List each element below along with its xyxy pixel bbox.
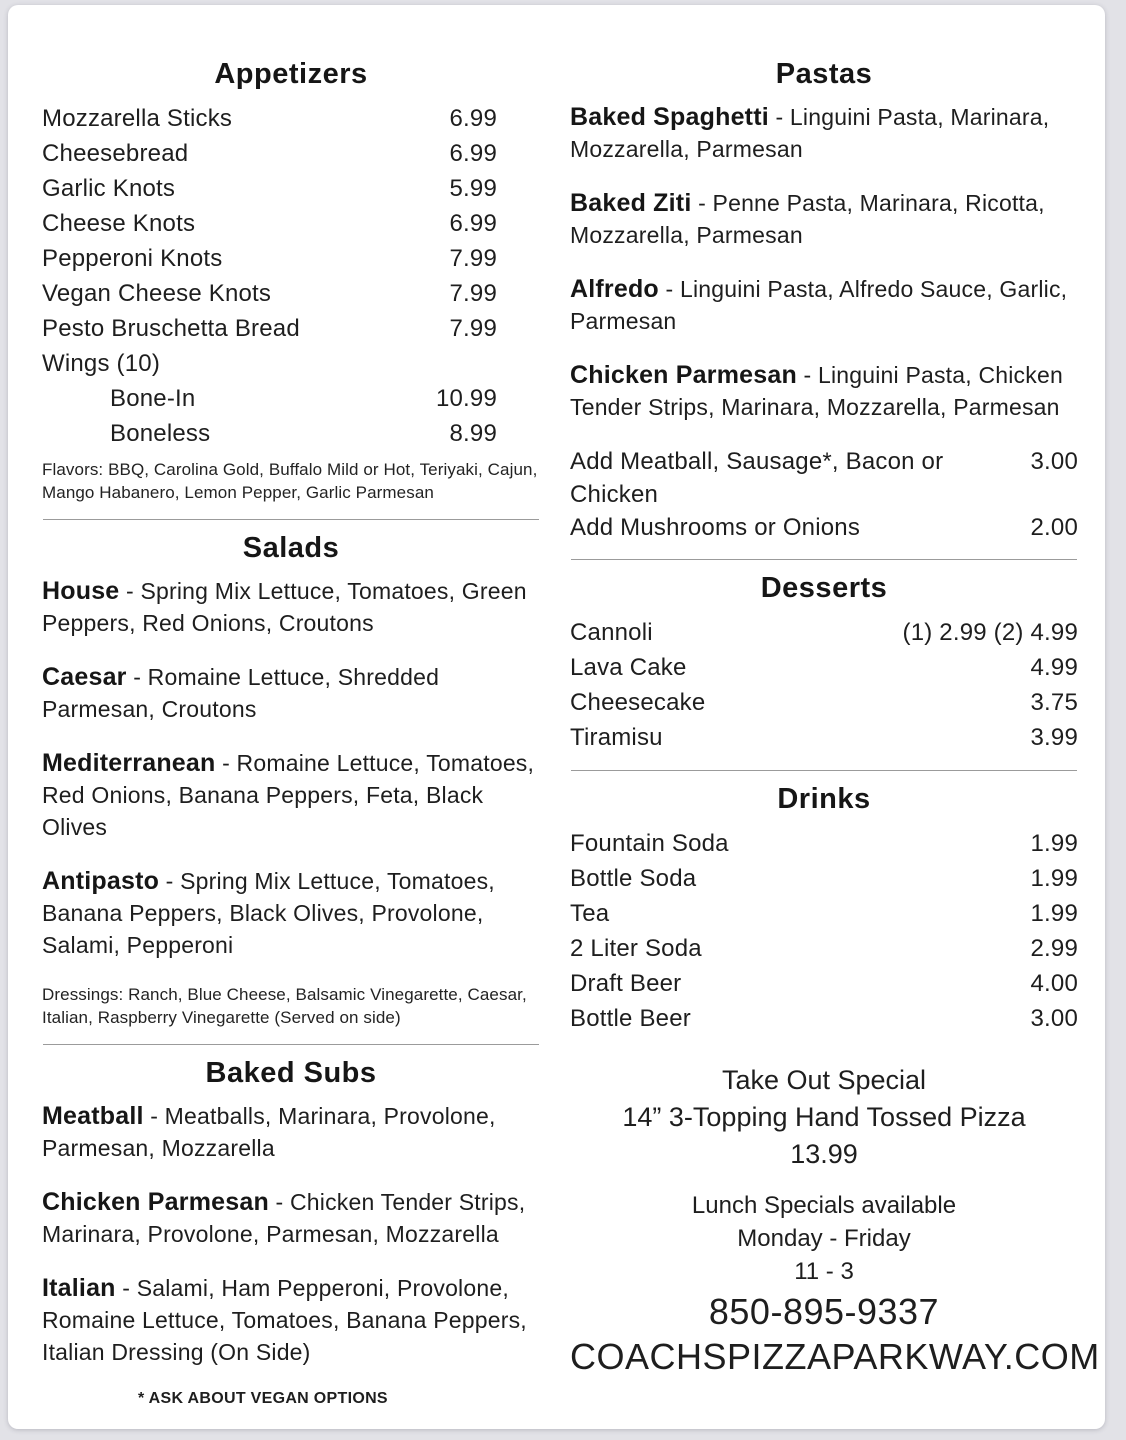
menu-item-described [42,1186,540,1250]
section-drinks [570,783,1078,1036]
section-salads [42,532,540,1029]
lunch-specials-days: Monday - Friday [737,1225,911,1252]
menu-item-row [42,311,540,346]
lunch-specials-hours: 11 - 3 [794,1258,854,1285]
item-name: 2 Liter Soda [570,935,702,962]
menu-item-row [570,685,1078,720]
baked-subs-title: Baked Subs [205,1057,377,1089]
item-description: Meatballs, Marinara, Provolone, Parmesan, Mozzarella [42,1103,496,1161]
dash-separator: - [133,664,142,690]
vegan-options-footnote: * ASK ABOUT VEGAN OPTIONS [138,1390,388,1407]
menu-item-described [42,1272,540,1368]
item-price: 6.99 [449,210,497,237]
item-price: 7.99 [449,315,497,342]
menu-item-row [570,615,1078,650]
item-price: 1.99 [1030,900,1078,927]
item-name: House [42,577,120,605]
menu-item-row [42,171,540,206]
section-appetizers [42,58,540,504]
item-name: Boneless [110,420,211,447]
item-name: Caesar [42,663,127,691]
dash-separator: - [165,868,174,894]
item-name: Bone-In [110,385,196,412]
menu-item-described [570,359,1078,423]
item-price: (1) 2.99 (2) 4.99 [902,619,1078,646]
item-description: Linguini Pasta, Marinara, Mozzarella, Parmesan [570,104,1050,162]
takeout-special-title: Take Out Special [721,1065,927,1095]
menu-item-row [570,650,1078,685]
item-price: 4.00 [1030,970,1078,997]
item-name: Cheesebread [42,140,189,167]
item-name: Chicken Parmesan [570,361,797,389]
item-price: 1.99 [1030,865,1078,892]
item-name: Tea [570,900,610,927]
addon-row [570,511,1078,544]
item-description: Linguini Pasta, Alfredo Sauce, Garlic, Parmesan [570,276,1068,334]
menu-item-described [42,1100,540,1164]
dash-separator: - [698,190,706,216]
item-name: Meatball [42,1102,144,1130]
takeout-special-block [570,1062,1078,1173]
item-name: Pesto Bruschetta Bread [42,315,300,342]
item-name: Tiramisu [570,724,663,751]
menu-item-described [570,101,1078,165]
item-price: 7.99 [449,280,497,307]
item-name: Cheese Knots [42,210,196,237]
menu-item-row [42,276,540,311]
item-description: Romaine Lettuce, Tomatoes, Red Onions, Banana Peppers, Feta, Black Olives [42,750,535,840]
lunch-specials-block [570,1189,1078,1288]
item-price: 2.99 [1030,935,1078,962]
item-name: Garlic Knots [42,175,176,202]
right-column [570,58,1100,1408]
phone-number: 850-895-9337 [708,1291,940,1332]
left-column [42,58,540,1408]
menu-item-described [42,865,540,961]
dash-separator: - [222,750,230,776]
item-name: Cannoli [570,619,653,646]
item-price: 3.99 [1030,724,1078,751]
addon-row [570,445,1078,511]
item-name: Bottle Soda [570,865,697,892]
menu-item-row [42,136,540,171]
item-name: Add Meatball, Sausage*, Bacon or Chicken [570,448,944,508]
appetizers-title: Appetizers [214,58,368,90]
item-description: Chicken Tender Strips, Marinara, Provolone, Parmesan, Mozzarella [42,1189,526,1247]
item-price: 5.99 [449,175,497,202]
item-name: Cheesecake [570,689,706,716]
menu-columns [8,5,1105,1408]
wings-option-row [42,416,540,451]
wings-option-row [42,381,540,416]
menu-item-described [570,273,1078,337]
pastas-title: Pastas [775,58,873,90]
wings-flavors-note: Flavors: BBQ, Carolina Gold, Buffalo Mild or Hot, Teriyaki, Cajun, Mango Habanero, Lemon Pepper, Garlic Parmesan [42,460,538,502]
menu-item-row [570,720,1078,755]
item-name: Mozzarella Sticks [42,105,233,132]
item-description: Spring Mix Lettuce, Tomatoes, Green Peppers, Red Onions, Croutons [42,578,527,636]
menu-item-row [570,896,1078,931]
item-name: Mediterranean [42,749,216,777]
section-desserts [570,572,1078,755]
dash-separator: - [150,1103,159,1129]
desserts-title: Desserts [760,572,888,604]
dash-separator: - [775,104,784,130]
dash-separator: - [126,578,134,604]
item-description: Penne Pasta, Marinara, Ricotta, Mozzarella, Parmesan [570,190,1045,248]
item-name: Draft Beer [570,970,682,997]
menu-item-described [42,575,540,639]
website-url: COACHSPIZZAPARKWAY.COM [570,1336,1100,1377]
menu-item-row [570,966,1078,1001]
item-description: Salami, Ham Pepperoni, Provolone, Romaine Lettuce, Tomatoes, Banana Peppers, Italian Dressing (On Side) [42,1275,527,1365]
item-price: 3.00 [1030,448,1078,475]
menu-item-described [570,187,1078,251]
menu-item-row [42,206,540,241]
item-name: Italian [42,1274,116,1302]
section-divider [571,770,1077,771]
dash-separator: - [122,1275,131,1301]
lunch-specials-title: Lunch Specials available [691,1192,957,1219]
dressings-note: Dressings: Ranch, Blue Cheese, Balsamic Vinegarette, Caesar, Italian, Raspberry Vinegarette (Served on side) [42,985,527,1027]
item-name: Wings (10) [42,350,161,377]
salads-title: Salads [242,532,340,564]
pasta-addons [570,445,1078,544]
item-name: Antipasto [42,867,160,895]
drinks-title: Drinks [777,783,871,815]
section-baked-subs [42,1057,540,1408]
menu-item-row [570,826,1078,861]
section-divider [571,559,1077,560]
item-price: 1.99 [1030,830,1078,857]
item-name: Pepperoni Knots [42,245,223,272]
menu-item-row [570,861,1078,896]
item-name: Baked Ziti [570,189,692,217]
item-price: 10.99 [435,385,497,412]
item-name: Add Mushrooms or Onions [570,514,861,541]
section-divider [43,519,539,520]
item-price: 7.99 [449,245,497,272]
menu-item-row [42,101,540,136]
section-divider [43,1044,539,1045]
item-price: 6.99 [449,105,497,132]
takeout-special-item: 14” 3-Topping Hand Tossed Pizza [622,1102,1026,1132]
item-name: Baked Spaghetti [570,103,769,131]
dash-separator: - [803,362,812,388]
item-name: Vegan Cheese Knots [42,280,272,307]
item-name: Lava Cake [570,654,687,681]
menu-item-row [570,1001,1078,1036]
item-price: 3.75 [1030,689,1078,716]
menu-item-row [570,931,1078,966]
item-name: Fountain Soda [570,830,729,857]
menu-item-row [42,241,540,276]
item-name: Chicken Parmesan [42,1188,269,1216]
item-price: 4.99 [1030,654,1078,681]
item-name: Alfredo [570,275,659,303]
section-pastas [570,58,1078,544]
takeout-special-price: 13.99 [790,1139,858,1169]
item-description: Linguini Pasta, Chicken Tender Strips, Marinara, Mozzarella, Parmesan [570,362,1063,420]
item-price: 6.99 [449,140,497,167]
dash-separator: - [275,1189,284,1215]
menu-item-described [42,747,540,843]
item-description: Romaine Lettuce, Shredded Parmesan, Croutons [42,664,440,722]
item-price: 2.00 [1030,514,1078,541]
item-price: 3.00 [1030,1005,1078,1032]
item-name: Bottle Beer [570,1005,691,1032]
item-price: 8.99 [449,420,497,447]
menu-item-described [42,661,540,725]
wings-label-row [42,346,540,381]
menu-sheet [8,5,1105,1429]
item-description: Spring Mix Lettuce, Tomatoes, Banana Peppers, Black Olives, Provolone, Salami, Pepperoni [42,868,495,958]
dash-separator: - [665,276,674,302]
